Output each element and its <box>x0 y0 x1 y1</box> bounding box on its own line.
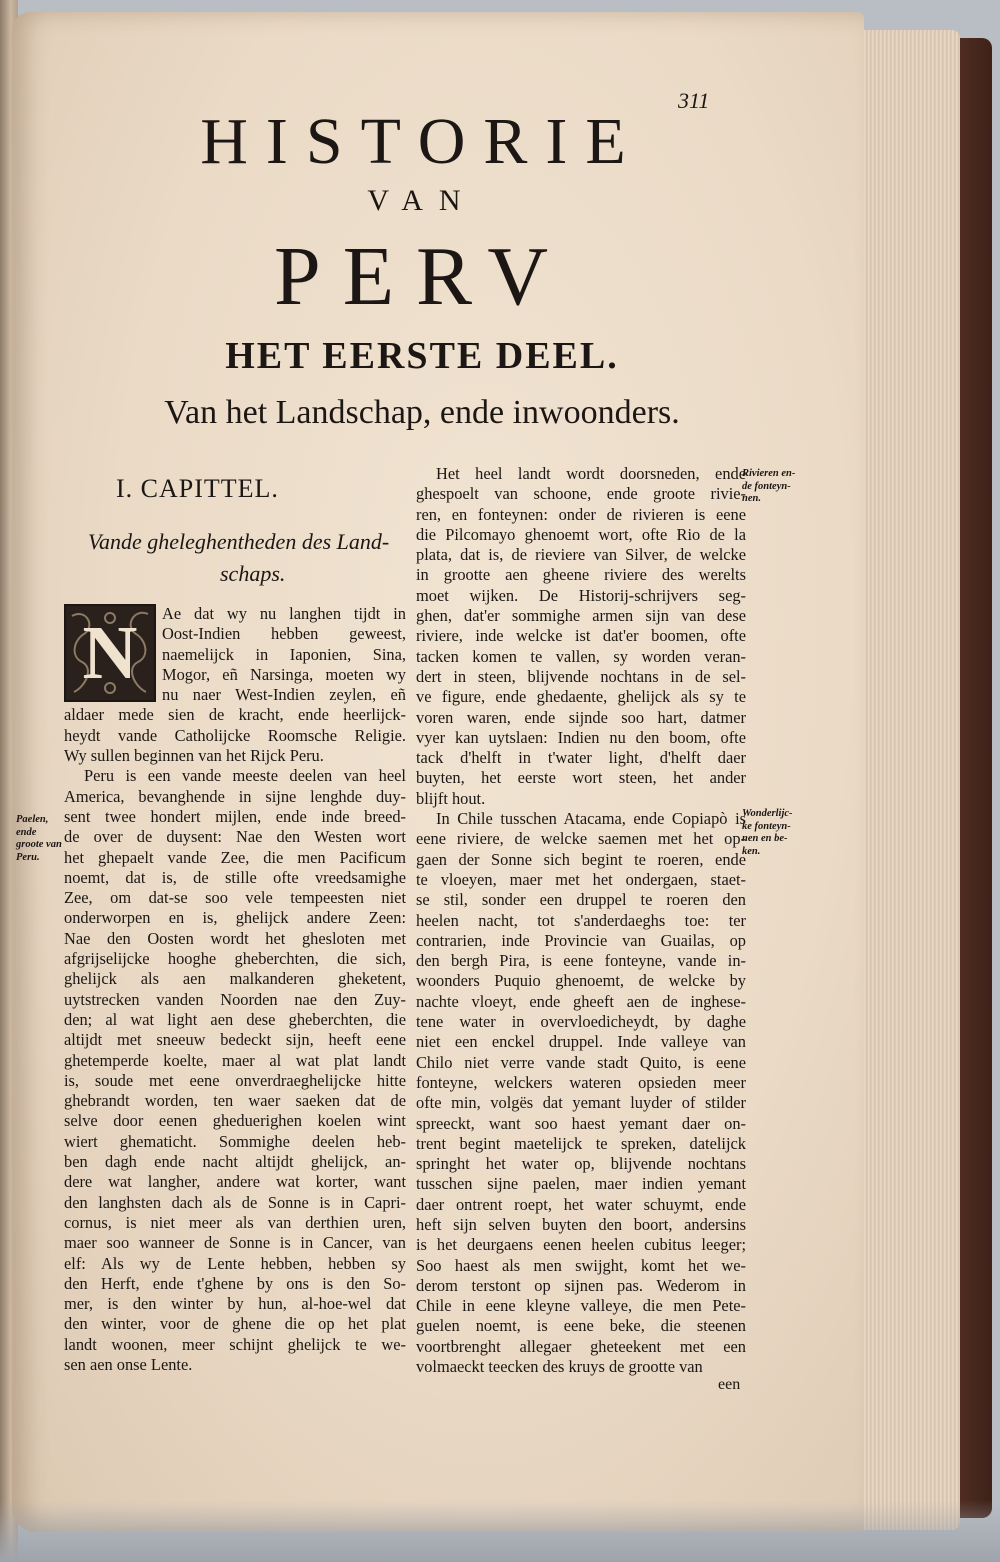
text-line: se stil, sonder een druppel te roeren den <box>416 890 746 910</box>
text-line: sen aen onse Lente. <box>64 1354 193 1374</box>
text-line: Het heel landt wordt doorsneden, ende <box>436 464 746 483</box>
text-line: elf: Als wy de Lente hebben, hebben sy <box>64 1253 406 1273</box>
text-line: die Pilcomayo ghenoemt wort, ofte Rio de la <box>416 524 746 544</box>
text-line: tacken komen te vallen, sy worden veran- <box>416 646 746 666</box>
text-line: ren, en fonteynen: onder de rivieren is eene <box>416 504 746 524</box>
text-line: voren waren, ende sijnde soo hart, datmer <box>416 707 746 727</box>
text-line: blijft hout. <box>416 788 486 808</box>
text-line: te vloeyen, maer met het ondergaen, staet- <box>416 869 746 889</box>
text-line: ben dagh ende nacht altijdt ghelijck, an- <box>64 1152 406 1172</box>
text-line: tack d'helft in t'water light, d'helft daer <box>416 748 746 768</box>
text-line: nachte vloeyt, ende gheeft aen de inghese- <box>416 991 746 1011</box>
paragraph-1 <box>416 464 746 809</box>
chapter-subheading-line2: schaps. <box>220 561 286 586</box>
text-line: onderworpen en is, ghelijck andere Zeen: <box>64 908 406 928</box>
text-line: eene riviere, de welcke saemen met het op- <box>416 829 746 849</box>
margin-note-left <box>16 814 64 864</box>
text-line: ghespoelt van schoone, ende groote rivie- <box>416 484 746 504</box>
chapter-subheading-line1: Vande gheleghentheden des Land- <box>88 529 390 554</box>
text-line: ghebrandt worden, ten waer saeken dat de <box>64 1091 406 1111</box>
text-line: afgrijselijcke hooghe gheberchten, die sich, <box>64 949 406 969</box>
title-historie: HISTORIE <box>200 105 644 178</box>
text-line: buyten, het eerste wort steen, het ander <box>416 768 746 788</box>
catchword: een <box>718 1376 741 1393</box>
paragraph-2 <box>416 809 746 1377</box>
margin-note-wonders <box>742 808 812 858</box>
text-line: In Chile tusschen Atacama, ende Copiapò is <box>436 809 746 829</box>
margin-note-line: Paelen, ende <box>16 814 49 838</box>
text-line: riviere, inde welcke ist dat'er boomen, ofte <box>416 626 746 646</box>
text-line: de over de duysent: Nae den Westen wort <box>64 827 406 847</box>
text-line: Soo haest als men swijght, komt het we- <box>416 1255 746 1275</box>
text-line: cornus, is niet meer als van derthien uren, <box>64 1212 406 1232</box>
text-line: contrarien, inde Provincie van Guailas, op <box>416 930 746 950</box>
text-line: den Herft, ende t'ghene by ons is den So- <box>64 1273 406 1293</box>
text-line: het ghepaelt vande Zee, die men Pacificum <box>64 847 406 867</box>
margin-note-line: Wonderlijc- <box>742 808 793 819</box>
text-line: vyer kan uytslaen: Indien nu den boom, ofte <box>416 727 746 747</box>
page-number: 311 <box>678 88 710 113</box>
text-line: noemt, dat is, de stille ofte vreedsamighe <box>64 867 406 887</box>
text-line: Oost-Indien hebben geweest, <box>162 624 406 644</box>
text-line: Wy sullen beginnen van het Rijck Peru. <box>64 746 324 766</box>
text-line: gaen der Sonne sich begint te roeren, ende <box>416 849 746 869</box>
text-line: sent twee hondert mijlen, ende inde breed- <box>64 806 406 826</box>
text-line: guelen noemt, is eene beke, die steenen <box>416 1316 746 1336</box>
text-line: wiert ghematicht. Sommighe deelen heb- <box>64 1131 406 1151</box>
paragraph-1 <box>64 705 406 766</box>
title-van: VAN <box>367 184 477 217</box>
text-line: volmaeckt teecken des kruys de grootte van <box>416 1357 703 1377</box>
text-line: is het deurgaens eenen heelen cubitus leeger; <box>416 1235 746 1255</box>
margin-note-line: de fonteyn- <box>742 480 791 492</box>
chapter-subheading <box>88 526 398 590</box>
text-line: tene water in overvloedicheydt, by daghe <box>416 1012 746 1032</box>
subtitle: Van het Landschap, ende inwoonders. <box>164 394 680 431</box>
text-line: fonteyne, welckers wateren opsieden meer <box>416 1072 746 1092</box>
margin-note-line: ken. <box>742 845 761 857</box>
text-line: plata, dat is, de rieviere van Silver, de welcke <box>416 545 746 565</box>
margin-note-rivers <box>742 468 812 506</box>
margin-note-line: groote van <box>16 839 62 850</box>
text-line: moet wijken. De Historij-schrijvers seg- <box>416 585 746 605</box>
margin-note-line: nen. <box>742 493 761 504</box>
margin-note-line: Rivieren en- <box>742 468 796 479</box>
text-line: naemelijck in Iaponien, Sina, <box>162 644 406 664</box>
text-line: Ae dat wy nu langhen tijdt in <box>162 604 406 623</box>
initial-letter: N <box>82 611 138 695</box>
decorative-initial <box>64 604 156 702</box>
text-line: trent begint maetelijck te spreken, datelijck <box>416 1133 746 1153</box>
margin-note-line: ke fonteyn- <box>742 820 791 832</box>
text-line: den langhsten dach als de Sonne is in Capri- <box>64 1192 406 1212</box>
text-line: niet een enckel druppel. Inde valleye van <box>416 1032 746 1052</box>
text-line: ve figure, ende ghedaente, ghelijck als sy te <box>416 687 746 707</box>
text-line: aldaer mede sien de kracht, ende heerlijck- <box>64 705 406 725</box>
text-line: den winter, voor de ghene die op het plat <box>64 1314 406 1334</box>
text-line: heelen nacht, tot s'anderdaeghs toe: ter <box>416 910 746 930</box>
text-line: ghetemperde koelte, maer al wat plat landt <box>64 1050 406 1070</box>
text-line: ghen, dat'er sommighe armen sijn van dese <box>416 606 746 626</box>
text-line: woonders Puquio ghenoemt, de welcke by <box>416 971 746 991</box>
margin-note-line: nen en be- <box>742 833 788 844</box>
text-line: tusschen sijne paelen, maer indien yemant <box>416 1174 746 1194</box>
text-line: landt woonen, meer schijnt ghelijck te we- <box>64 1334 406 1354</box>
chapter-heading: I. CAPITTEL. <box>116 474 279 503</box>
text-line: den bergh Pira, is eene fonteyne, vande in- <box>416 951 746 971</box>
text-line: voortbrenght allegaer gheteekent met een <box>416 1336 746 1356</box>
paragraph-2 <box>64 766 406 1375</box>
text-line: maer soo wanneer de Sonne is in Cancer, van <box>64 1233 406 1253</box>
text-line: daer ontrent roept, het water schuymt, ende <box>416 1194 746 1214</box>
text-line: nu naer West-Indien zeylen, eñ <box>162 685 406 705</box>
text-line: dert in steen, blijvende nochtans in de sel- <box>416 666 746 686</box>
table-shadow <box>0 1500 1000 1562</box>
book-page <box>12 12 864 1532</box>
text-line: spreeckt, want soo haest yemant daer on- <box>416 1113 746 1133</box>
text-line: mer, is den winter by hun, al-hoe-wel dat <box>64 1294 406 1314</box>
text-line: America, bevanghende in sijne lenghde duy- <box>64 786 406 806</box>
title-part: HET EERSTE DEEL. <box>225 335 619 377</box>
text-line: is, soude met eene onverdraeghelijcke hitte <box>64 1070 406 1090</box>
text-line: Nae den Oosten wordt het ghesloten met <box>64 928 406 948</box>
margin-note-line: Peru. <box>16 851 40 863</box>
text-line: selve door eenen gheduerighen koelen wint <box>64 1111 406 1131</box>
text-line: den; al wat light aen dese gheberchten, die <box>64 1009 406 1029</box>
text-line: altijdt met sneeuw bedeckt sijn, heeft eene <box>64 1030 406 1050</box>
text-line: Chile in eene kleyne valleye, die men Pete- <box>416 1296 746 1316</box>
text-line: springht het water op, blijvende nochtans <box>416 1154 746 1174</box>
text-line: ghelijck als aen malkanderen gheketent, <box>64 969 406 989</box>
text-line: heydt vande Catholijcke Roomsche Religie. <box>64 725 406 745</box>
text-line: Zee, om dat-se soo vele tempeesten niet <box>64 888 406 908</box>
text-line: ofte min, volgës dat yemant luyder of stilder <box>416 1093 746 1113</box>
text-line: derom terstont op sijnen pas. Wederom in <box>416 1275 746 1295</box>
text-line: in grootte aen gheene riviere des werelts <box>416 565 746 585</box>
text-line: heft sijn selven buyten den boort, andersins <box>416 1214 746 1234</box>
right-column <box>416 464 746 1377</box>
text-line: Mogor, eñ Narsinga, moeten wy <box>162 664 406 684</box>
text-line: Chilo niet verre vande stadt Quito, is eene <box>416 1052 746 1072</box>
text-line: Peru is een vande meeste deelen van heel <box>84 766 406 786</box>
title-peru: PERV <box>274 230 570 323</box>
text-line: dere wat langher, andere wat korter, want <box>64 1172 406 1192</box>
text-line: uytstrecken vanden Noorden nae den Zuy- <box>64 989 406 1009</box>
left-column <box>64 604 406 1375</box>
